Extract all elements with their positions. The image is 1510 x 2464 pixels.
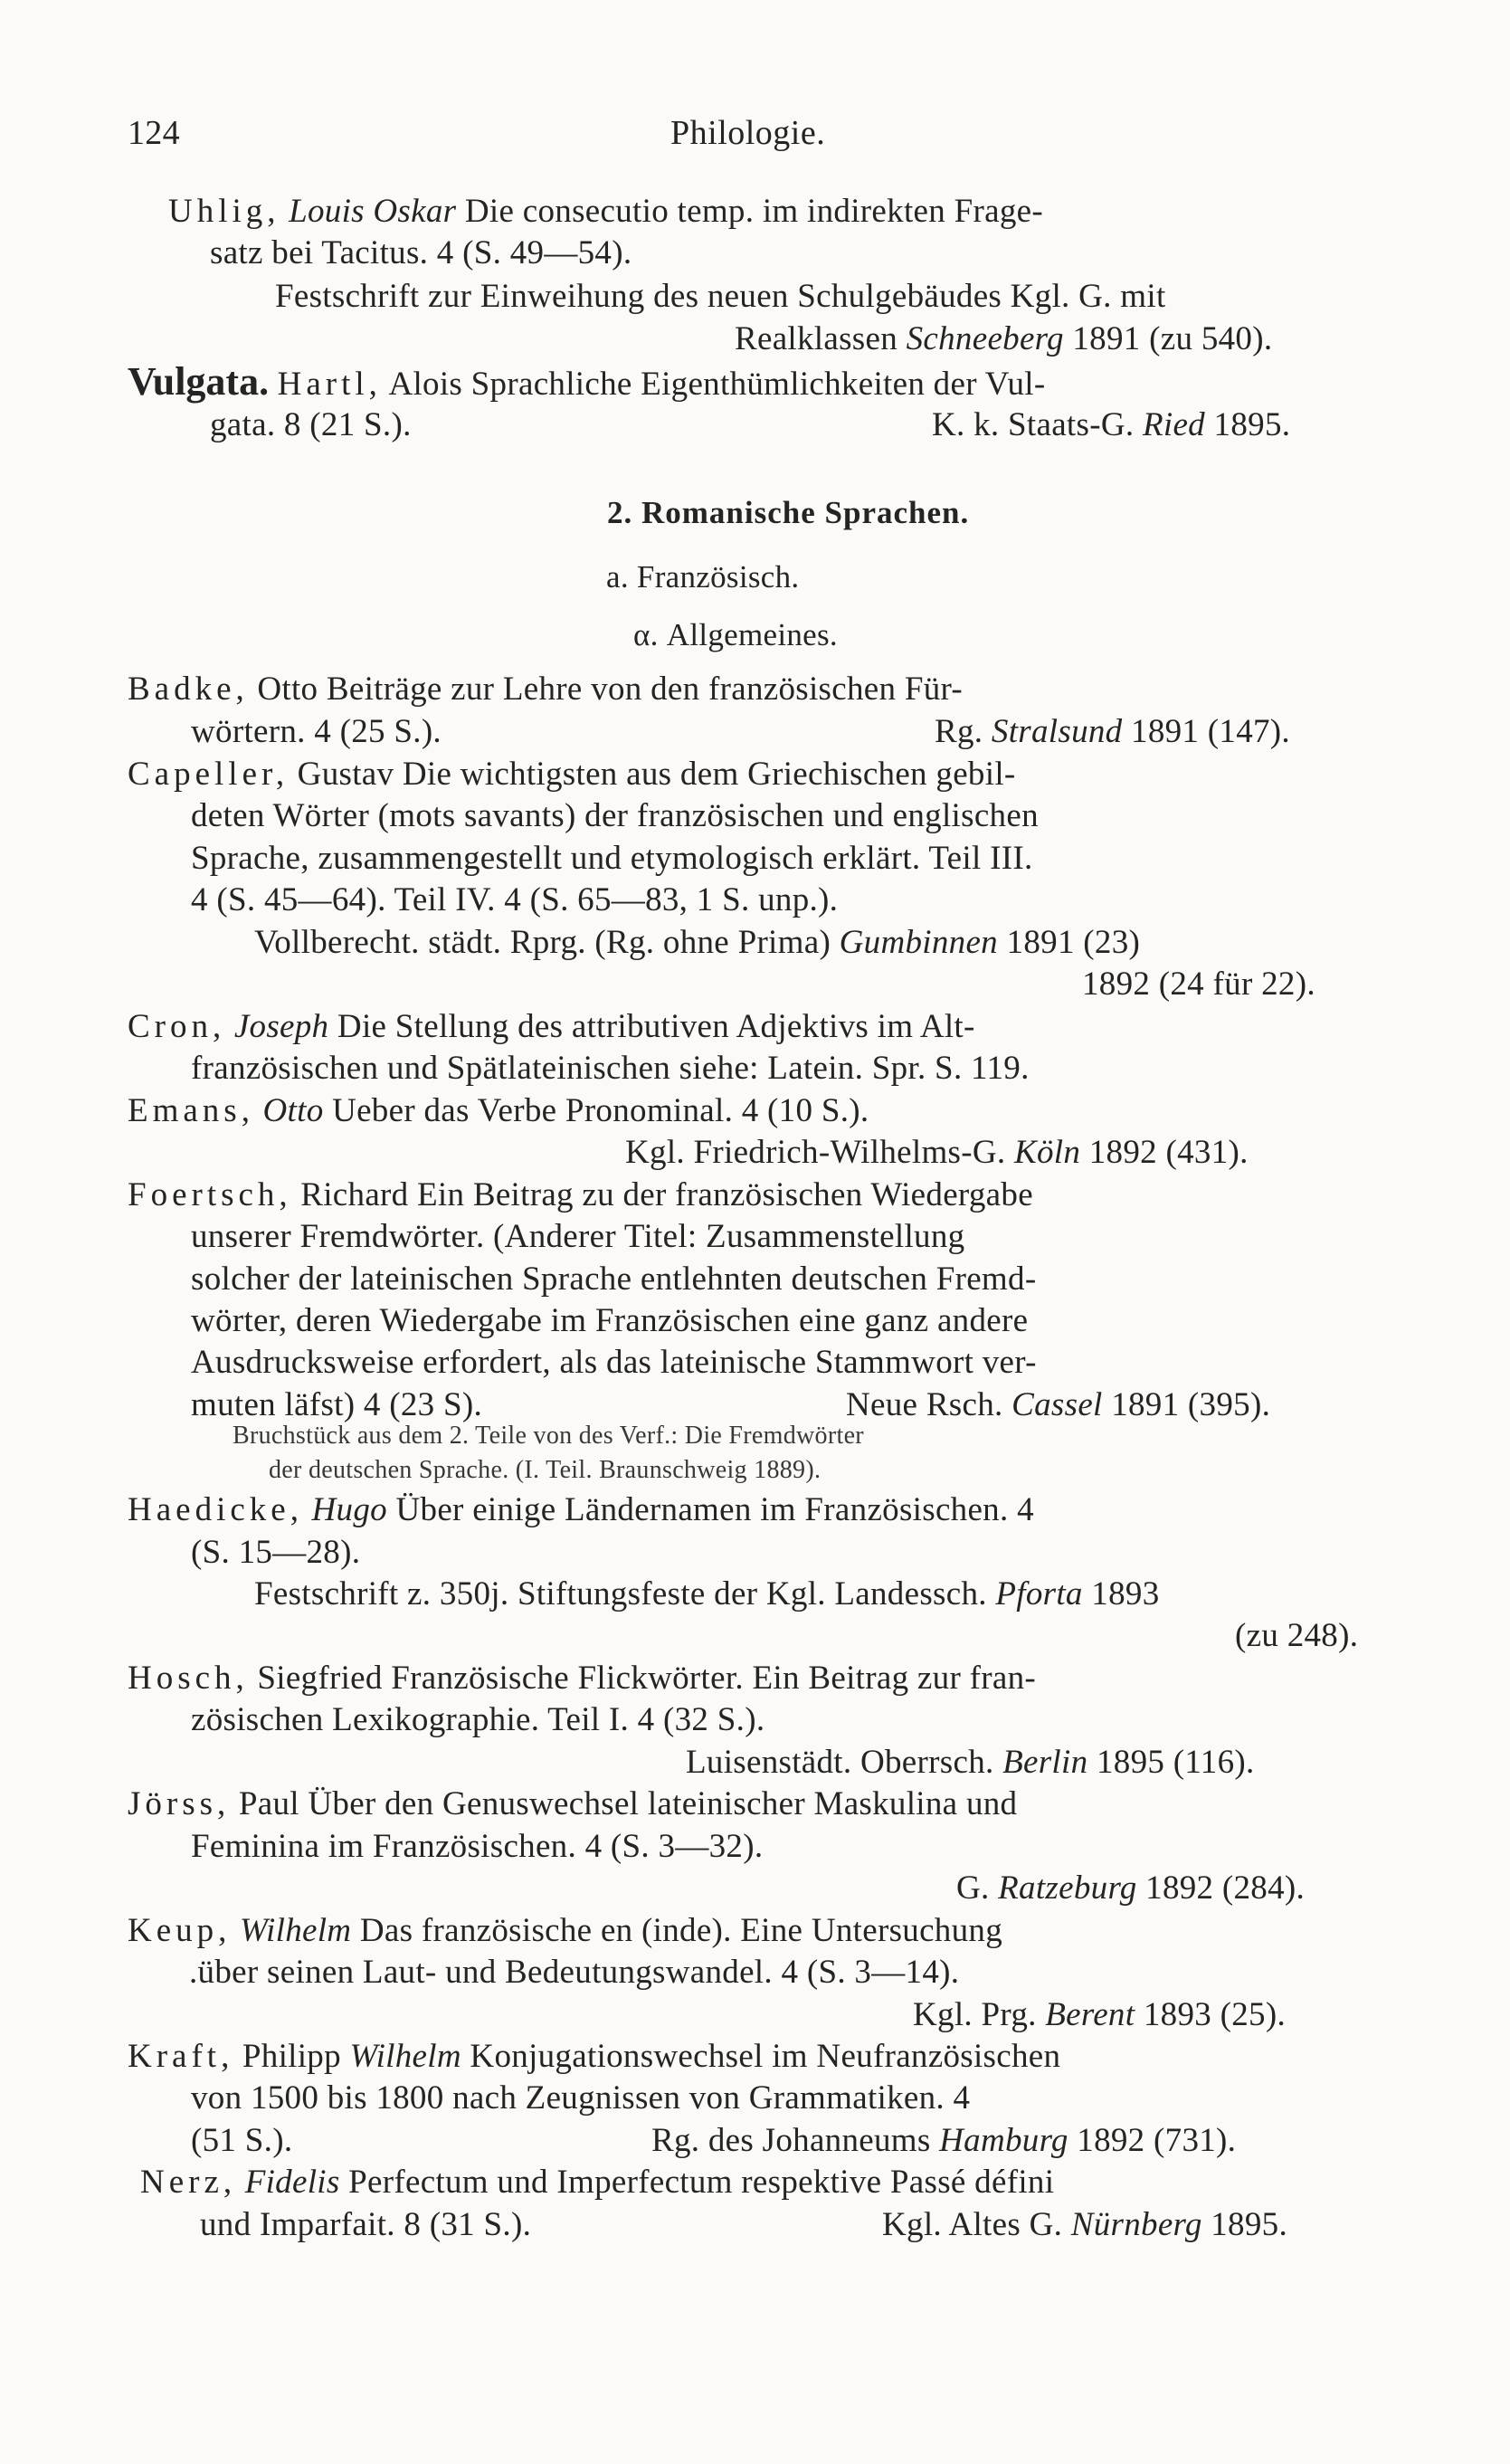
author-given-name: Joseph	[233, 1008, 329, 1045]
entry-title: Die consecutio temp. im indirekten Frage-	[464, 193, 1043, 230]
author-surname: Jörss,	[128, 1785, 231, 1822]
place-name: Ried	[1142, 406, 1205, 443]
entry-hosch-line-1: Hosch, Siegfried Französische Flickwörter. Ein Beitrag zur fran-	[128, 1660, 1036, 1697]
entry-joerss-line-3: G. Ratzeburg 1892 (284).	[956, 1869, 1306, 1907]
entry-hosch-line-3: Luisenstädt. Oberrsch. Berlin 1895 (116).	[686, 1744, 1255, 1781]
place-name: Stralsund	[991, 713, 1123, 750]
place-name: Hamburg	[939, 2122, 1068, 2159]
author-given-name: Otto	[262, 1092, 324, 1129]
place-name: Berlin	[1002, 1744, 1088, 1781]
entry-nerz-line-2-left: und Imparfait. 8 (31 S.).	[200, 2206, 532, 2243]
author-surname: Keup,	[128, 1912, 232, 1949]
entry-haedicke-line-3: Festschrift z. 350j. Stiftungsfeste der Kgl. Landessch. Pforta 1893	[254, 1575, 1160, 1613]
place-name: Cassel	[1011, 1386, 1103, 1423]
author-surname: Haedicke,	[128, 1491, 303, 1528]
section-heading: 2. Romanische Sprachen.	[607, 495, 970, 530]
subsubsection-heading: α. Allgemeines.	[633, 617, 838, 652]
author-surname: Nerz,	[140, 2164, 237, 2201]
place-name: Berent	[1045, 1996, 1135, 2033]
entry-foertsch-line-1: Foertsch, Richard Ein Beitrag zu der französischen Wiedergabe	[128, 1176, 1033, 1213]
place-name: Nürnberg	[1070, 2206, 1202, 2243]
entry-capeller-line-6: 1892 (24 für 22).	[1082, 966, 1315, 1003]
entry-kraft-line-2: von 1500 bis 1800 nach Zeugnissen von Grammatiken. 4	[191, 2079, 971, 2117]
entry-capeller-line-2: deten Wörter (mots savants) der französischen und englischen	[191, 797, 1039, 834]
entry-cron-line-2: französischen und Spätlateinischen siehe: Latein. Spr. S. 119.	[191, 1050, 1030, 1087]
entry-foertsch-line-4: wörter, deren Wiedergabe im Französischen eine ganz andere	[191, 1302, 1029, 1339]
author-surname: Capeller,	[128, 756, 290, 793]
entry-foertsch-line-5: Ausdrucksweise erfordert, als das lateinische Stammwort ver-	[191, 1344, 1037, 1381]
entry-keup-line-2: .über seinen Laut- und Bedeutungswandel. 4 (S. 3—14).	[189, 1954, 960, 1991]
entry-foertsch-note-2: der deutschen Sprache. (I. Teil. Braunschweig 1889).	[269, 1456, 821, 1484]
entry-uhlig-line-3: Festschrift zur Einweihung des neuen Schulgebäudes Kgl. G. mit	[275, 278, 1166, 315]
place-name: Ratzeburg	[998, 1869, 1137, 1907]
entry-uhlig-line-1	[168, 192, 1043, 232]
entry-vulgata-line-1: Vulgata. Hartl, Alois Sprachliche Eigenthümlichkeiten der Vul-	[128, 359, 1046, 404]
entry-foertsch-line-3: solcher der lateinischen Sprache entlehnten deutschen Fremd-	[191, 1261, 1037, 1298]
entry-emans-line-1: Emans, Otto Ueber das Verbe Pronominal. 4 (10 S.).	[128, 1092, 869, 1129]
entry-kraft-line-3-right: Rg. des Johanneums Hamburg 1892 (731).	[651, 2122, 1237, 2159]
entry-badke-line-1: Badke, Otto Beiträge zur Lehre von den französischen Für-	[128, 671, 964, 708]
entry-capeller-line-4: 4 (S. 45—64). Teil IV. 4 (S. 65—83, 1 S. unp.).	[191, 881, 839, 918]
author-surname: Hosch,	[128, 1660, 249, 1697]
author-surname: Cron,	[128, 1008, 226, 1045]
author-given-name: Hugo	[311, 1491, 387, 1528]
place-name: Pforta	[995, 1575, 1083, 1613]
entry-joerss-line-2: Feminina im Französischen. 4 (S. 3—32).	[191, 1828, 764, 1865]
entry-keup-line-3: Kgl. Prg. Berent 1893 (25).	[913, 1996, 1287, 2033]
author-given-name: Louis Oskar	[289, 193, 457, 230]
entry-haedicke-line-1: Haedicke, Hugo Über einige Ländernamen im Französischen. 4	[128, 1491, 1034, 1528]
entry-cron-line-1: Cron, Joseph Die Stellung des attributiven Adjektivs im Alt-	[128, 1008, 975, 1045]
place-name: Köln	[1013, 1134, 1081, 1171]
entry-vulgata-line-2-left: gata. 8 (21 S.).	[210, 406, 412, 443]
entry-nerz-line-2-right: Kgl. Altes G. Nürnberg 1895.	[882, 2206, 1287, 2243]
entry-haedicke-line-4: (zu 248).	[1235, 1617, 1359, 1654]
entry-nerz-line-1: Nerz, Fidelis Perfectum und Imperfectum respektive Passé défini	[140, 2164, 1055, 2201]
author-given-name: Wilhelm	[239, 1912, 352, 1949]
entry-joerss-line-1: Jörss, Paul Über den Genuswechsel lateinischer Maskulina und	[128, 1785, 1018, 1822]
entry-emans-line-2: Kgl. Friedrich-Wilhelms-G. Köln 1892 (431).	[625, 1134, 1249, 1171]
entry-kraft-line-3-left: (51 S.).	[191, 2122, 293, 2159]
entry-capeller-line-1: Capeller, Gustav Die wichtigsten aus dem Griechischen gebil-	[128, 756, 1016, 793]
page-number: 124	[128, 114, 180, 152]
entry-vulgata-line-2-right: K. k. Staats-G. Ried 1895.	[932, 406, 1291, 443]
author-surname: Kraft,	[128, 2038, 234, 2075]
author-surname: Badke,	[128, 671, 249, 708]
author-surname: Foertsch,	[128, 1176, 292, 1213]
subsection-heading: a. Französisch.	[606, 559, 800, 595]
entry-badke-line-2-left: wörtern. 4 (25 S.).	[191, 713, 442, 750]
entry-capeller-line-3: Sprache, zusammengestellt und etymologisch erklärt. Teil III.	[191, 840, 1033, 877]
author-given-name: Fidelis	[244, 2164, 340, 2201]
entry-haedicke-line-2: (S. 15—28).	[191, 1534, 361, 1571]
entry-foertsch-line-2: unserer Fremdwörter. (Anderer Titel: Zusammenstellung	[191, 1218, 965, 1255]
entry-foertsch-note-1: Bruchstück aus dem 2. Teile von des Verf.: Die Fremdwörter	[233, 1422, 864, 1450]
author-surname: Uhlig,	[168, 193, 280, 230]
entry-keup-line-1: Keup, Wilhelm Das französische en (inde). Eine Untersuchung	[128, 1912, 1002, 1949]
author-surname: Hartl,	[277, 366, 382, 403]
vulgata-heading: Vulgata.	[128, 359, 270, 404]
author-surname: Emans,	[128, 1092, 254, 1129]
place-name: Schneeberg	[906, 320, 1064, 357]
running-title: Philologie.	[670, 114, 826, 152]
entry-kraft-line-1: Kraft, Philipp Wilhelm Konjugationswechsel im Neufranzösischen	[128, 2038, 1061, 2075]
entry-badke-line-2-right: Rg. Stralsund 1891 (147).	[935, 713, 1290, 750]
entry-uhlig-line-4: Realklassen Schneeberg 1891 (zu 540).	[735, 320, 1273, 357]
entry-foertsch-line-6-right: Neue Rsch. Cassel 1891 (395).	[846, 1386, 1271, 1423]
entry-uhlig-line-2: satz bei Tacitus. 4 (S. 49—54).	[210, 234, 632, 271]
place-name: Gumbinnen	[839, 924, 998, 961]
entry-capeller-line-5: Vollberecht. städt. Rprg. (Rg. ohne Prima) Gumbinnen 1891 (23)	[254, 924, 1141, 961]
entry-hosch-line-2: zösischen Lexikographie. Teil I. 4 (32 S.).	[191, 1701, 765, 1738]
author-given-name: Wilhelm	[349, 2038, 461, 2075]
entry-foertsch-line-6-left: muten läfst) 4 (23 S).	[191, 1386, 483, 1423]
